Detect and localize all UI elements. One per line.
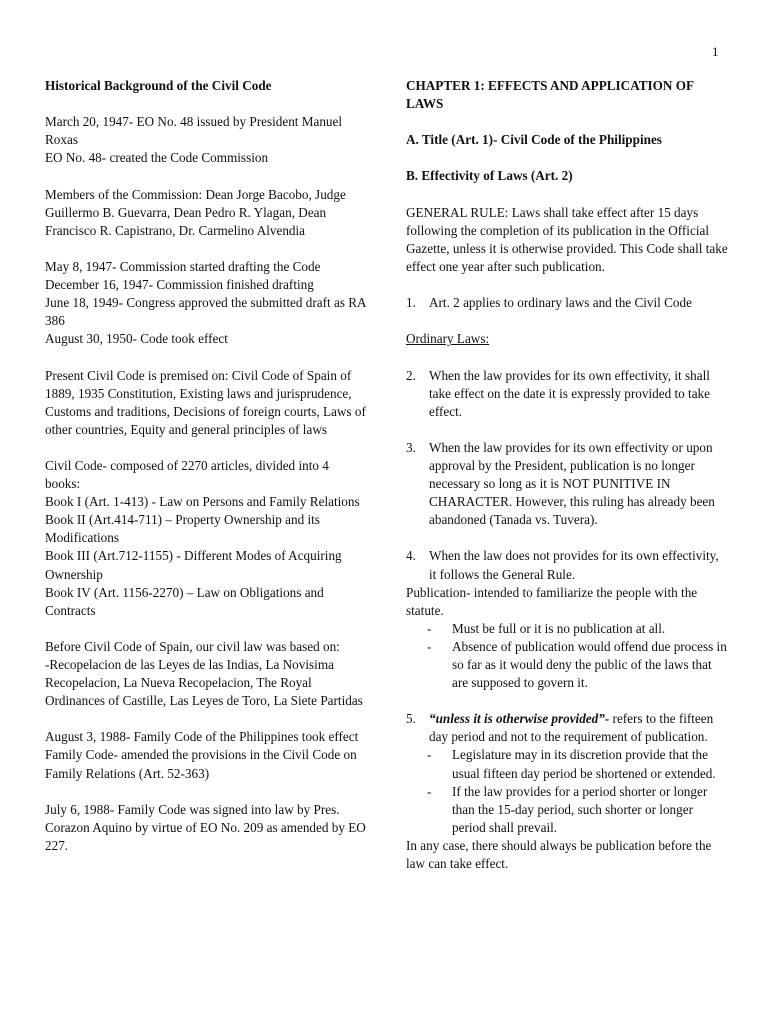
general-rule: GENERAL RULE: Laws shall take effect after 15 days following the completion of its publication in the Official Gazette, unless it is otherwise provided. This Code shall take effect one year after such publication. — [406, 204, 728, 274]
item-number: 3. — [406, 439, 416, 455]
dash-text: If the law provides for a period shorter or longer than the 15-day period, such shorter or longer period shall prevail. — [452, 783, 708, 835]
chapter-heading: CHAPTER 1: EFFECTS AND APPLICATION OF LAWS — [406, 78, 694, 112]
left-paragraph-before-spain — [45, 638, 367, 710]
page-number: 1 — [712, 44, 719, 59]
left-paragraph-books — [45, 457, 367, 620]
line: Civil Code- composed of 2270 articles, divided into 4 books: — [45, 457, 329, 492]
list-item-2 — [406, 367, 728, 421]
left-paragraph-timeline — [45, 258, 367, 348]
line: March 20, 1947- EO No. 48 issued by President Manuel Roxas — [45, 114, 343, 148]
dash-bullet: - — [427, 747, 432, 763]
left-heading: Historical Background of the Civil Code — [45, 78, 272, 93]
line: Before Civil Code of Spain, our civil law was based on: — [45, 638, 340, 654]
left-paragraph-signed: July 6, 1988- Family Code was signed into law by Pres. Corazon Aquino by virtue of EO No. 209 as amended by EO 227. — [45, 801, 366, 853]
line: August 3, 1988- Family Code of the Philippines took effect — [45, 729, 359, 745]
list-item-3 — [406, 439, 728, 529]
left-paragraph-family-code — [45, 728, 367, 782]
right-column — [406, 77, 728, 873]
dash-bullet: - — [427, 783, 432, 799]
line: EO No. 48- created the Code Commission — [45, 150, 269, 166]
section-a-heading: A. Title (Art. 1)- Civil Code of the Philippines — [406, 132, 662, 148]
line: Family Code- amended the provisions in the Civil Code on Family Relations (Art. 52-363) — [45, 747, 357, 781]
left-paragraph-eo48 — [45, 113, 367, 167]
line: -Recopelacion de las Leyes de las Indias, La Novisima Recopelacion, La Nueva Recopelacion, The Royal Ordinances of Castille, Las Leyes de Toro, La Siete Partidas — [45, 657, 363, 709]
dash-item — [427, 620, 728, 638]
line: August 30, 1950- Code took effect — [45, 331, 228, 347]
line: Book IV (Art. 1156-2270) – Law on Obligations and Contracts — [45, 584, 324, 618]
quoted-phrase: “unless it is otherwise provided”- — [429, 711, 610, 727]
item-text: When the law does not provides for its own effectivity, it follows the General Rule. — [429, 548, 719, 582]
dash-item — [427, 783, 728, 837]
item-number: 4. — [406, 548, 416, 564]
line: May 8, 1947- Commission started drafting the Code — [45, 258, 321, 274]
left-paragraph-premised: Present Civil Code is premised on: Civil Code of Spain of 1889, 1935 Constitution, Existing laws and jurisprudence, Customs and traditions, Decisions of foreign courts, Laws of other countries, Equity and general principles of laws — [45, 367, 366, 437]
item-number: 1. — [406, 295, 416, 311]
line: June 18, 1949- Congress approved the submitted draft as RA 386 — [45, 295, 366, 329]
dash-bullet: - — [427, 620, 432, 636]
dash-item — [427, 638, 728, 692]
left-paragraph-members: Members of the Commission: Dean Jorge Bacobo, Judge Guillermo B. Guevarra, Dean Pedro R. Ylagan, Dean Francisco R. Capistrano, Dr. Carmelino Alvendia — [45, 186, 346, 238]
item-number: 5. — [406, 711, 416, 727]
dash-text: Legislature may in its discretion provide that the usual fifteen day period be shortened or extended. — [452, 747, 716, 781]
item-text: Art. 2 applies to ordinary laws and the Civil Code — [429, 295, 692, 311]
dash-bullet: - — [427, 638, 432, 654]
dash-text: Absence of publication would offend due process in so far as it would deny the public of the laws that are supposed to govern it. — [452, 638, 727, 691]
item-text: When the law provides for its own effectivity or upon approval by the President, publication is no longer necessary so long as it is NOT PUNITIVE IN CHARACTER. However, this ruling has already been abandoned (Tanada vs. Tuvera). — [429, 439, 715, 528]
item-text: When the law provides for its own effectivity, it shall take effect on the date it is expressly provided to take effect. — [429, 367, 710, 419]
closing-statement: In any case, there should always be publication before the law can take effect. — [406, 837, 712, 872]
item-text-rest: refers to the fifteen day period and not to the requirement of publication. — [429, 711, 714, 745]
list-item-1 — [406, 294, 728, 312]
ordinary-laws-heading: Ordinary Laws: — [406, 331, 490, 347]
dash-item — [427, 746, 728, 782]
left-column — [45, 77, 367, 873]
line: Book III (Art.712-1155) - Different Modes of Acquiring Ownership — [45, 548, 342, 582]
line: Book I (Art. 1-413) - Law on Persons and Family Relations — [45, 494, 360, 510]
list-item-5 — [406, 710, 728, 746]
line: December 16, 1947- Commission finished drafting — [45, 277, 314, 293]
section-b-heading: B. Effectivity of Laws (Art. 2) — [406, 168, 573, 184]
dash-text: Must be full or it is no publication at all. — [452, 620, 666, 636]
publication-definition: Publication- intended to familiarize the people with the statute. — [406, 584, 698, 618]
item-text — [429, 710, 728, 746]
item-number: 2. — [406, 367, 416, 383]
list-item-4 — [406, 547, 728, 583]
line: Book II (Art.414-711) – Property Ownership and its Modifications — [45, 512, 320, 546]
